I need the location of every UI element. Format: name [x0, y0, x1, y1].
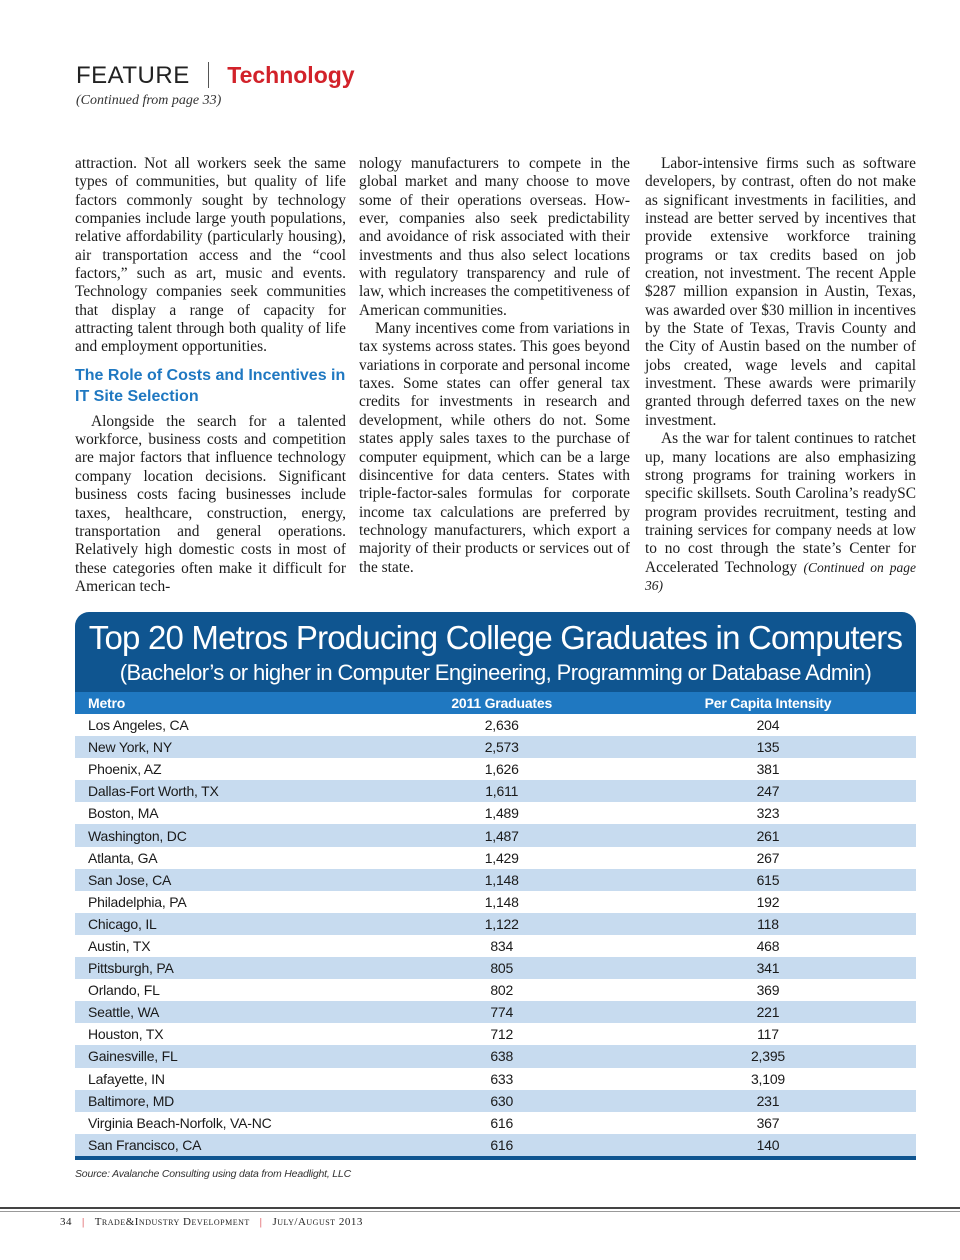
cell-per-capita: 369	[620, 979, 916, 1001]
cell-metro: Washington, DC	[75, 824, 383, 846]
paragraph: Many incentives come from variations in tax systems across states. This goes beyond variations in corporate and personal income taxes. Some states can offer general tax credits for investments in research and development, while others do not. Some states apply sales taxes to the purchase of computer equipment, which can be a large disincentive for data centers. States with triple-factor-sales formulas for corporate income tax calculations are preferred by technology manufacturers, which export a majority of their products or services out of the state.	[359, 320, 630, 576]
cell-per-capita: 367	[620, 1112, 916, 1134]
cell-metro: Los Angeles, CA	[75, 714, 383, 736]
cell-graduates: 805	[383, 957, 619, 979]
cell-metro: Philadelphia, PA	[75, 891, 383, 913]
table-subtitle: (Bachelor’s or higher in Computer Engineering, Programming or Database Admin)	[119, 660, 872, 685]
table-row	[75, 847, 916, 869]
cell-metro: Baltimore, MD	[75, 1090, 383, 1112]
cell-per-capita: 615	[620, 869, 916, 891]
cell-graduates: 616	[383, 1112, 619, 1134]
footer-separator: |	[82, 1216, 85, 1228]
cell-graduates: 1,148	[383, 891, 619, 913]
table-row	[75, 824, 916, 846]
cell-per-capita: 118	[620, 913, 916, 935]
article-column-2	[359, 155, 630, 577]
section-label: FEATURE	[76, 62, 190, 89]
table-row	[75, 1112, 916, 1134]
cell-per-capita: 192	[620, 891, 916, 913]
cell-graduates: 633	[383, 1068, 619, 1090]
table-row	[75, 736, 916, 758]
cell-metro: Gainesville, FL	[75, 1045, 383, 1067]
cell-per-capita: 135	[620, 736, 916, 758]
graduates-table	[75, 692, 916, 1156]
article-column-1	[75, 155, 346, 596]
footer-rule-thin	[0, 1211, 960, 1212]
cell-per-capita: 3,109	[620, 1068, 916, 1090]
table-bottom-rule	[75, 1156, 916, 1160]
cell-per-capita: 381	[620, 758, 916, 780]
magazine-name: Trade&Industry Development	[94, 1216, 250, 1228]
column-header-graduates: 2011 Graduates	[383, 692, 619, 714]
table-row	[75, 891, 916, 913]
table-header-row	[75, 692, 916, 714]
cell-metro: Atlanta, GA	[75, 847, 383, 869]
cell-per-capita: 221	[620, 1001, 916, 1023]
table-header-banner	[75, 612, 916, 692]
cell-graduates: 802	[383, 979, 619, 1001]
table-source: Source: Avalanche Consulting using data from Headlight, LLC	[75, 1167, 351, 1180]
table-row	[75, 979, 916, 1001]
cell-per-capita: 341	[620, 957, 916, 979]
table-row	[75, 802, 916, 824]
table-row	[75, 758, 916, 780]
cell-per-capita: 323	[620, 802, 916, 824]
cell-metro: Pittsburgh, PA	[75, 957, 383, 979]
page-footer	[60, 1216, 363, 1228]
table-row	[75, 1134, 916, 1156]
graduates-table-box	[75, 612, 916, 1180]
table-row	[75, 1045, 916, 1067]
cell-graduates: 1,429	[383, 847, 619, 869]
cell-metro: Boston, MA	[75, 802, 383, 824]
table-row	[75, 1068, 916, 1090]
table-body	[75, 714, 916, 1156]
cell-per-capita: 2,395	[620, 1045, 916, 1067]
cell-graduates: 834	[383, 935, 619, 957]
cell-metro: Chicago, IL	[75, 913, 383, 935]
column-header-metro: Metro	[75, 692, 383, 714]
cell-graduates: 1,611	[383, 780, 619, 802]
table-row	[75, 913, 916, 935]
issue-date: July/August 2013	[272, 1216, 363, 1228]
cell-graduates: 2,636	[383, 714, 619, 736]
paragraph	[645, 430, 916, 595]
page-header	[76, 62, 355, 90]
cell-graduates: 1,122	[383, 913, 619, 935]
cell-graduates: 638	[383, 1045, 619, 1067]
continued-from-note: (Continued from page 33)	[76, 93, 222, 108]
table-title: Top 20 Metros Producing College Graduates in Computers	[88, 619, 903, 656]
paragraph: attraction. Not all workers seek the same types of communities, but quality of life factors commonly sought by technology companies include large youth populations, relative affordability (particularly housing), air transportation access and the “cool factors,” such as art, music and events. Technology companies seek communities that display a range of capacity for attracting talent through both quality of life and employment opportunities.	[75, 155, 346, 356]
table-row	[75, 714, 916, 736]
cell-metro: Austin, TX	[75, 935, 383, 957]
column-header-per-capita: Per Capita Intensity	[620, 692, 916, 714]
article-column-3	[645, 155, 916, 595]
cell-graduates: 1,487	[383, 824, 619, 846]
cell-metro: New York, NY	[75, 736, 383, 758]
paragraph-text: As the war for talent continues to ratchet up, many locations are also emphasizing strong programs for training workers in specific skillsets. South Carolina’s readySC program provides recruitment, testing and training services for company needs at low to no cost through the state’s Center for Accelerated Technology	[645, 430, 916, 576]
table-row	[75, 780, 916, 802]
section-subhead: The Role of Costs and Incentives in IT Site Selection	[75, 366, 346, 405]
cell-per-capita: 261	[620, 824, 916, 846]
table-row	[75, 935, 916, 957]
table-row	[75, 957, 916, 979]
table-row	[75, 1090, 916, 1112]
cell-metro: San Francisco, CA	[75, 1134, 383, 1156]
cell-metro: Seattle, WA	[75, 1001, 383, 1023]
cell-graduates: 1,148	[383, 869, 619, 891]
footer-rule	[0, 1207, 960, 1209]
table-row	[75, 869, 916, 891]
paragraph: nology manufacturers to compete in the global market and many choose to move some of their operations overseas. However, companies also seek predictability and avoidance of risk associated with their investments and thus also select locations with regulatory transparency and rule of law, which increases the competitiveness of American communities.	[359, 155, 630, 319]
cell-metro: Phoenix, AZ	[75, 758, 383, 780]
page-number: 34	[60, 1216, 72, 1228]
cell-graduates: 774	[383, 1001, 619, 1023]
cell-per-capita: 117	[620, 1023, 916, 1045]
continued-on-note: (Continued on page 36)	[645, 559, 916, 593]
cell-per-capita: 231	[620, 1090, 916, 1112]
cell-metro: Orlando, FL	[75, 979, 383, 1001]
cell-graduates: 712	[383, 1023, 619, 1045]
cell-metro: Dallas-Fort Worth, TX	[75, 780, 383, 802]
cell-per-capita: 468	[620, 935, 916, 957]
cell-metro: Houston, TX	[75, 1023, 383, 1045]
paragraph: Alongside the search for a talented workforce, business costs and competition are major factors that influence technology company location decisions. Significant business costs facing businesses include taxes, healthcare, construction, energy, transportation and general operations. Relatively high domestic costs in most of these categories often make it difficult for American tech-	[75, 412, 346, 595]
paragraph: Labor-intensive firms such as software developers, by contrast, often do not make as significant investments in facilities, and instead are better served by incentives that provide extensive workforce training programs or tax credits based on job creation, not investment. The recent Apple $287 million expansion in Austin, Texas, was awarded over $30 million in incentives by the State of Texas, Travis County and the City of Austin based on the number of jobs created, wage levels and capital investment. These awards were primarily granted through deferred taxes on the new investment.	[645, 155, 916, 429]
topic-label: Technology	[227, 62, 355, 88]
article-body	[75, 155, 916, 600]
cell-graduates: 616	[383, 1134, 619, 1156]
cell-metro: Virginia Beach-Norfolk, VA-NC	[75, 1112, 383, 1134]
cell-graduates: 1,489	[383, 802, 619, 824]
header-divider	[208, 62, 210, 88]
footer-separator: |	[259, 1216, 263, 1228]
cell-per-capita: 267	[620, 847, 916, 869]
cell-per-capita: 204	[620, 714, 916, 736]
table-row	[75, 1023, 916, 1045]
cell-metro: Lafayette, IN	[75, 1068, 383, 1090]
cell-per-capita: 140	[620, 1134, 916, 1156]
cell-per-capita: 247	[620, 780, 916, 802]
cell-graduates: 630	[383, 1090, 619, 1112]
cell-graduates: 1,626	[383, 758, 619, 780]
cell-metro: San Jose, CA	[75, 869, 383, 891]
table-row	[75, 1001, 916, 1023]
cell-graduates: 2,573	[383, 736, 619, 758]
